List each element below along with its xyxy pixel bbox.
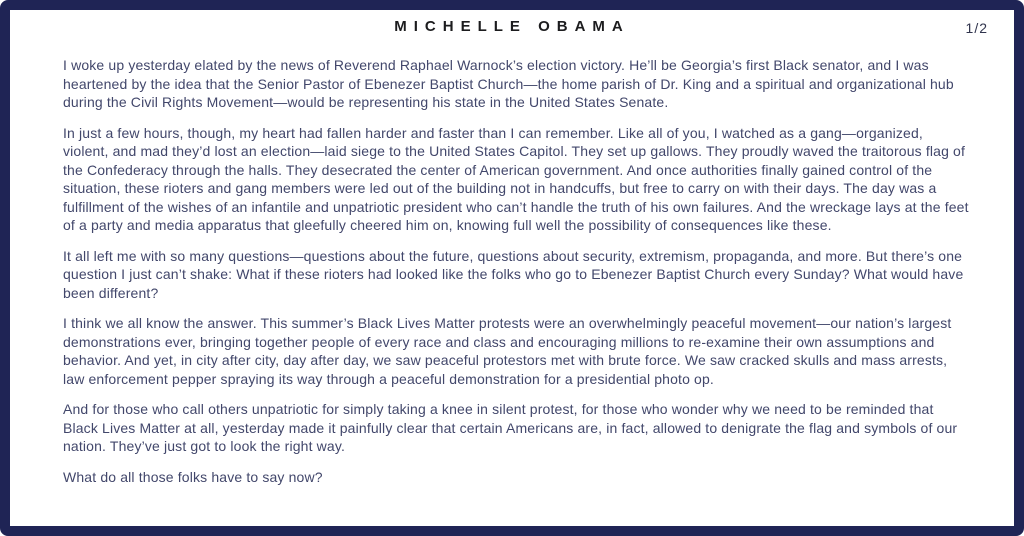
paragraph: And for those who call others unpatriotic for simply taking a knee in silent protest, for those who wonder why we need to be reminded that Black Lives Matter at all, yesterday made it painfully clear that certain Americans are, in fact, allowed to denigrate the flag and symbols of our nation. They’ve just got to look the right way. (63, 401, 958, 454)
paragraph: I think we all know the answer. This summer’s Black Lives Matter protests were an overwhelmingly peaceful movement—our nation’s largest demonstrations ever, bringing together people of every race and class and encouraging millions to re-examine their own assumptions and behavior. And yet, in city after city, day after day, we saw peaceful protestors met with brute force. We saw cracked skulls and mass arrests, law enforcement pepper spraying its way through a peaceful demonstration for a presidential photo op. (63, 315, 952, 387)
page-indicator: 1/2 (965, 20, 988, 36)
document-body (63, 56, 972, 486)
paragraph: In just a few hours, though, my heart had fallen harder and faster than I can remember. Like all of you, I watched as a gang—organized, violent, and mad they’d lost an election—laid siege to the United States Capitol. They set up gallows. They proudly waved the traitorous flag of the Confederacy through the halls. They desecrated the center of American government. And once authorities finally gained control of the situation, these rioters and gang members were led out of the building not in handcuffs, but free to carry on with their days. The day was a fulfillment of the wishes of an infantile and unpatriotic president who can’t handle the truth of his own failures. And the wreckage lays at the feet of a party and media apparatus that gleefully cheered him on, knowing full well the possibility of consequences like these. (63, 124, 969, 233)
paragraph: It all left me with so many questions—questions about the future, questions about security, extremism, propaganda, and more. But there’s one question I just can’t shake: What if these rioters had looked like the folks who go to Ebenezer Baptist Church every Sunday? What would have been different? (63, 247, 964, 301)
paragraph: I woke up yesterday elated by the news of Reverend Raphael Warnock’s election victory. He’ll be Georgia’s first Black senator, and I was heartened by the idea that the Senior Pastor of Ebenezer Baptist Church—the home parish of Dr. King and a spiritual and organizational hub during the Civil Rights Movement—would be representing his state in the United States Senate. (63, 57, 954, 110)
statement-header (10, 18, 1014, 42)
paragraph: What do all those folks have to say now? (63, 468, 323, 485)
page-title: MICHELLE OBAMA (394, 18, 630, 35)
